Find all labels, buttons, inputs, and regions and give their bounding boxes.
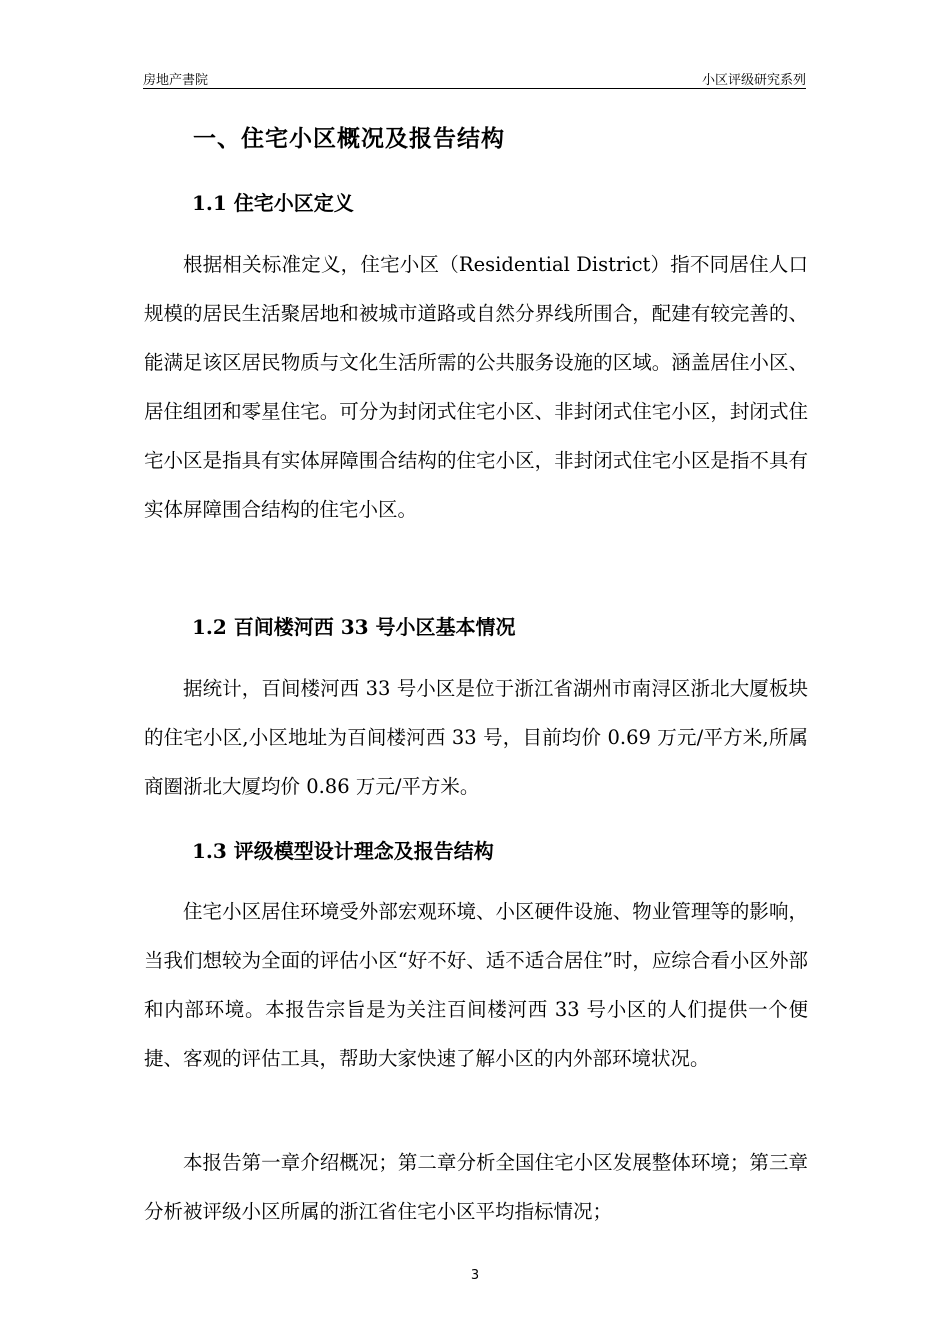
subsection-title-1-2: 1.2 百间楼河西 33 号小区基本情况 <box>192 615 516 639</box>
subsection-title-1-1: 1.1 住宅小区定义 <box>192 191 354 215</box>
paragraph-model-design: 住宅小区居住环境受外部宏观环境、小区硬件设施、物业管理等的影响，当我们想较为全面的评估小区“好不好、适不适合居住”时，应综合看小区外部和内部环境。本报告宗旨是为关注百间楼河西 33 号小区的人们提供一个便捷、客观的评估工具，帮助大家快速了解小区的内外部环境状况。 <box>144 900 808 1070</box>
page-number: 3 <box>470 1268 480 1283</box>
paragraph-basic-info: 据统计，百间楼河西 33 号小区是位于浙江省湖州市南浔区浙北大厦板块的住宅小区,小区地址为百间楼河西 33 号，目前均价 0.69 万元/平方米,所属商圈浙北大厦均价 0.86 万元/平方米。 <box>144 677 808 798</box>
page-header <box>143 66 806 89</box>
section-title: 一、住宅小区概况及报告结构 <box>193 125 505 152</box>
paragraph-definition: 根据相关标准定义，住宅小区（Residential District）指不同居住人口规模的居民生活聚居地和被城市道路或自然分界线所围合，配建有较完善的、能满足该区居民物质与文化生活所需的公共服务设施的区域。涵盖居住小区、居住组团和零星住宅。可分为封闭式住宅小区、非封闭式住宅小区，封闭式住宅小区是指具有实体屏障围合结构的住宅小区，非封闭式住宅小区是指不具有实体屏障围合结构的住宅小区。 <box>144 253 808 521</box>
header-publisher: 房地产書院 <box>143 73 209 88</box>
header-series-title: 小区评级研究系列 <box>701 73 806 88</box>
paragraph-report-structure: 本报告第一章介绍概况；第二章分析全国住宅小区发展整体环境；第三章分析被评级小区所属的浙江省住宅小区平均指标情况； <box>144 1151 808 1223</box>
subsection-title-1-3: 1.3 评级模型设计理念及报告结构 <box>192 839 494 863</box>
